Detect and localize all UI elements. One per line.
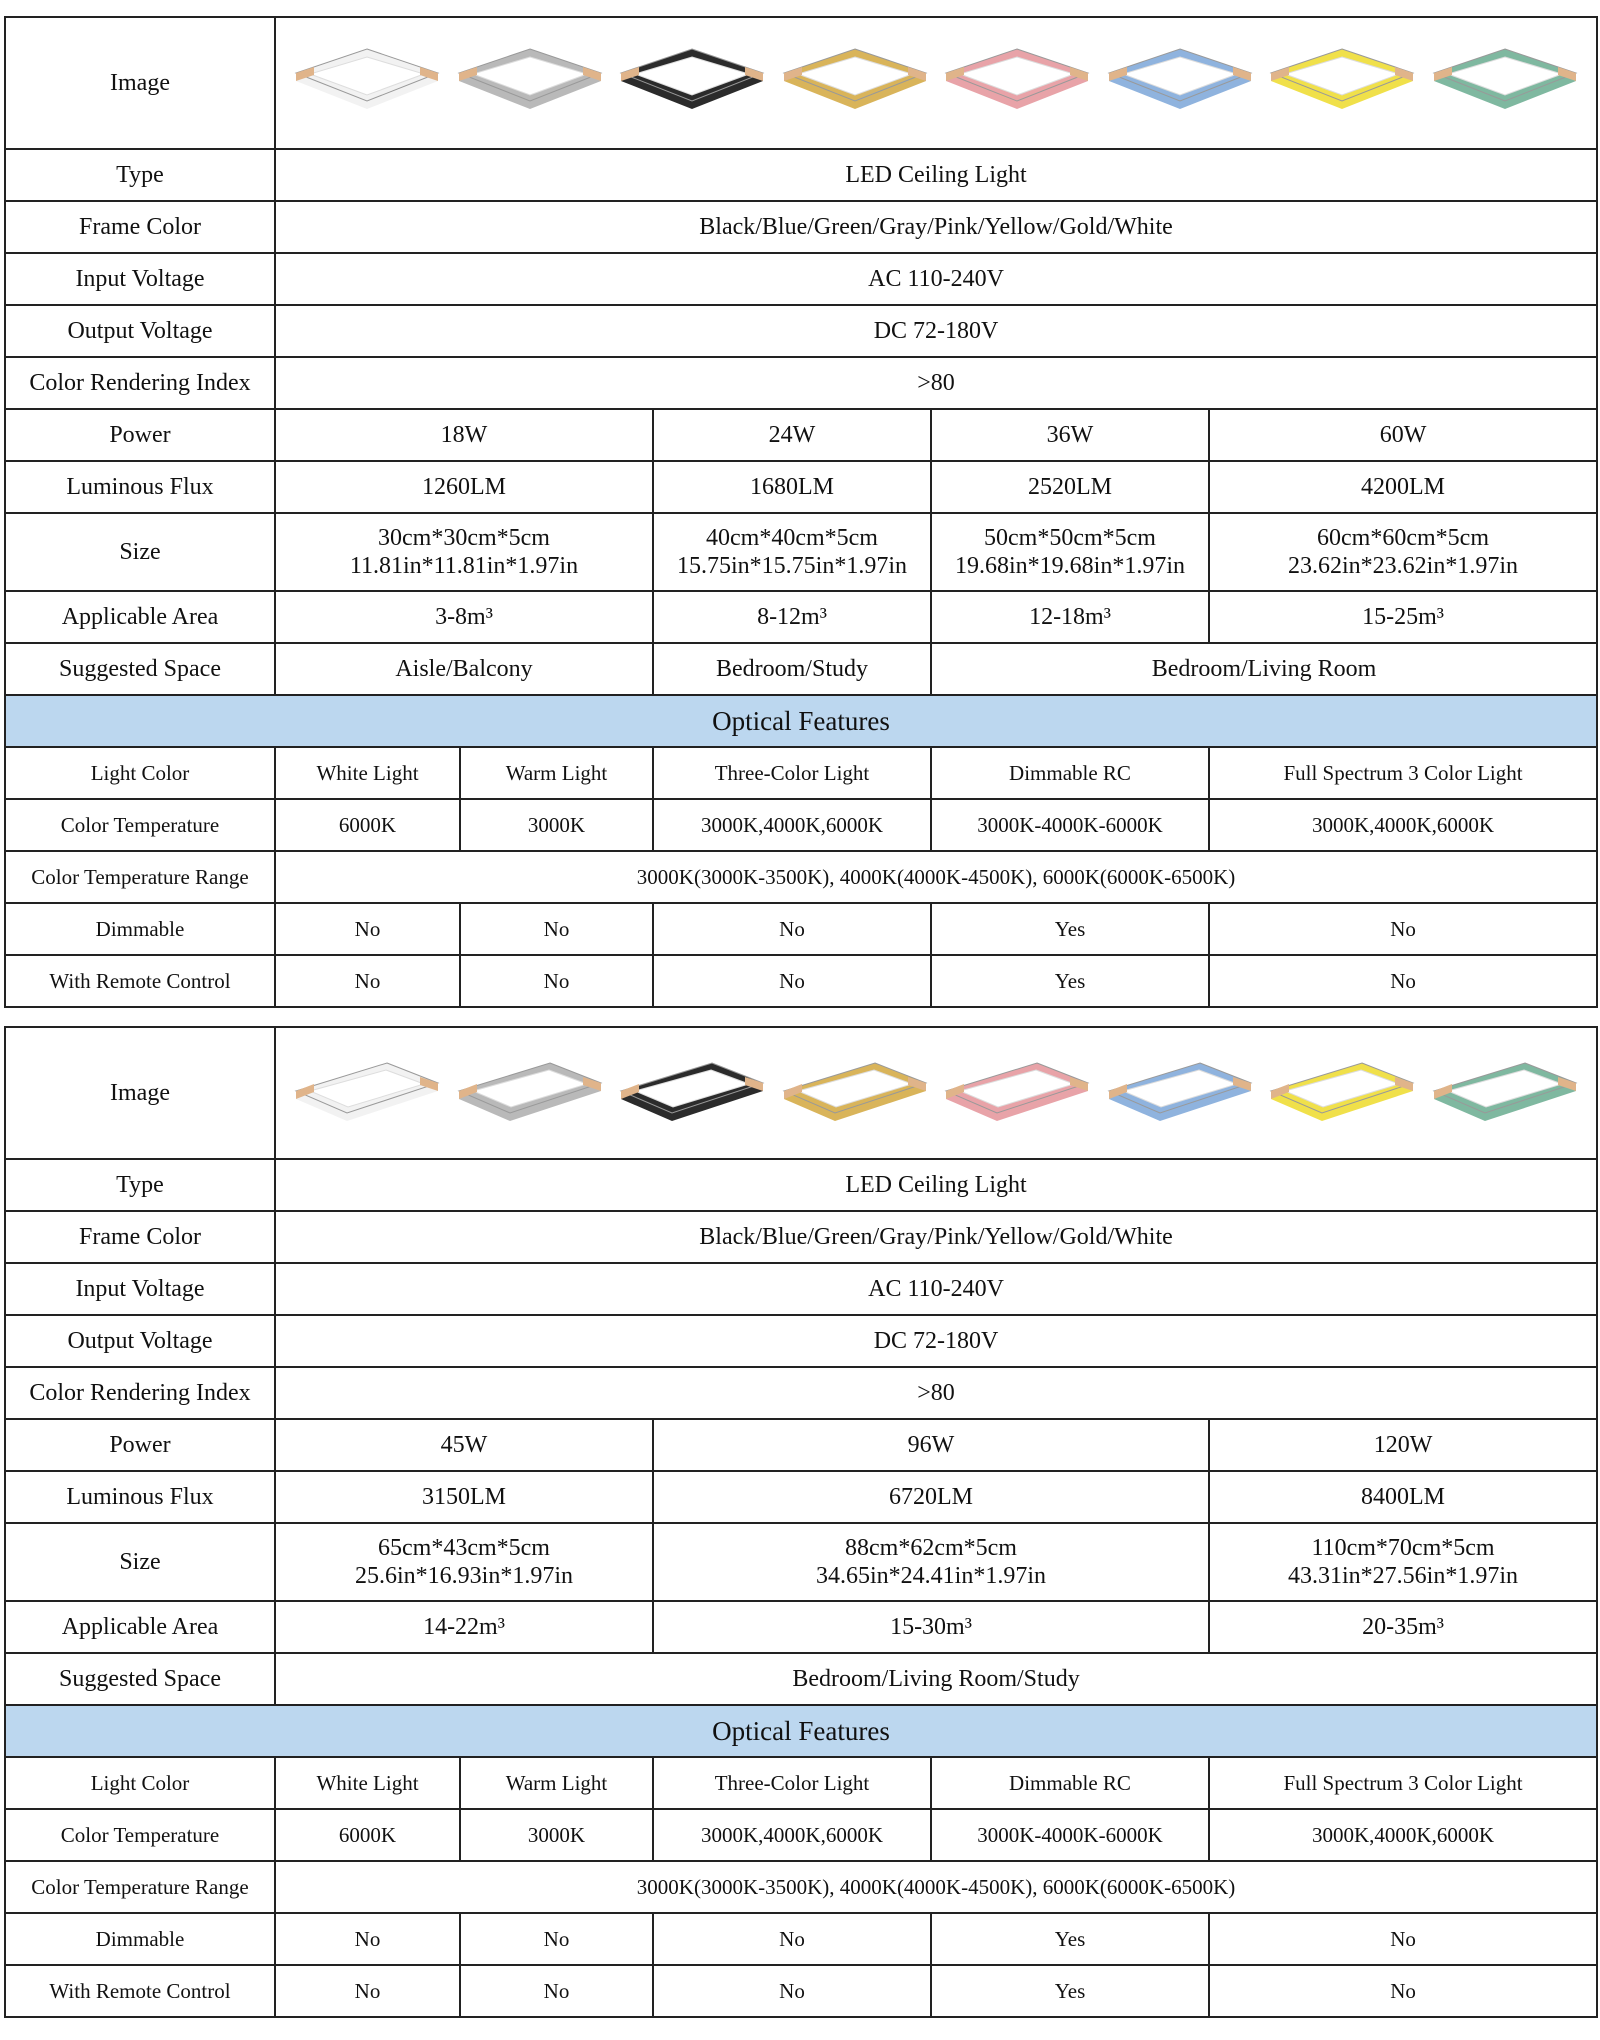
black-lamp-image — [617, 1053, 767, 1133]
power-label: Power — [5, 1419, 275, 1471]
size-label: Size — [5, 513, 275, 591]
ct-range-row — [5, 1861, 1597, 1913]
size-cm: 40cm*40cm*5cm — [706, 525, 878, 551]
dimmable-label: Dimmable — [5, 903, 275, 955]
remote-label: With Remote Control — [5, 1965, 275, 2017]
size-value — [931, 513, 1209, 591]
flux-value: 4200LM — [1209, 461, 1597, 513]
flux-label: Luminous Flux — [5, 461, 275, 513]
color-temp-value: 3000K,4000K,6000K — [1209, 799, 1597, 851]
size-cm: 50cm*50cm*5cm — [984, 525, 1156, 551]
color-temp-value: 6000K — [275, 799, 460, 851]
area-row — [5, 1601, 1597, 1653]
flux-row — [5, 1471, 1597, 1523]
light-color-row — [5, 747, 1597, 799]
remote-value: Yes — [931, 1965, 1209, 2017]
light-color-value: Dimmable RC — [931, 1757, 1209, 1809]
area-value: 8-12m³ — [653, 591, 931, 643]
frame-color-value: Black/Blue/Green/Gray/Pink/Yellow/Gold/White — [275, 201, 1597, 253]
dimmable-value: No — [653, 1913, 931, 1965]
flux-row — [5, 461, 1597, 513]
frame-color-row — [5, 201, 1597, 253]
size-in: 15.75in*15.75in*1.97in — [676, 553, 907, 579]
color-temp-label: Color Temperature — [5, 799, 275, 851]
size-row — [5, 1523, 1597, 1601]
light-color-value: Full Spectrum 3 Color Light — [1209, 1757, 1597, 1809]
input-voltage-value: AC 110-240V — [275, 253, 1597, 305]
size-in: 34.65in*24.41in*1.97in — [815, 1563, 1046, 1589]
input-voltage-value: AC 110-240V — [275, 1263, 1597, 1315]
lamp-image-strip — [276, 43, 1596, 123]
color-temp-row — [5, 1809, 1597, 1861]
dimmable-value: No — [460, 1913, 653, 1965]
gold-lamp-image — [780, 43, 930, 123]
power-value: 24W — [653, 409, 931, 461]
power-row — [5, 409, 1597, 461]
dimmable-value: No — [1209, 903, 1597, 955]
light-color-value: White Light — [275, 747, 460, 799]
spec-table-rectangle — [4, 1026, 1598, 2018]
white-lamp-image — [292, 1053, 442, 1133]
cri-value: >80 — [275, 1367, 1597, 1419]
light-color-value: Three-Color Light — [653, 747, 931, 799]
pink-lamp-image — [942, 1053, 1092, 1133]
cri-row — [5, 1367, 1597, 1419]
remote-value: No — [1209, 955, 1597, 1007]
color-temp-value: 3000K,4000K,6000K — [1209, 1809, 1597, 1861]
input-voltage-label: Input Voltage — [5, 1263, 275, 1315]
light-color-row — [5, 1757, 1597, 1809]
area-label: Applicable Area — [5, 591, 275, 643]
dimmable-row — [5, 1913, 1597, 1965]
input-voltage-row — [5, 1263, 1597, 1315]
remote-label: With Remote Control — [5, 955, 275, 1007]
dimmable-value: No — [275, 903, 460, 955]
dimmable-value: Yes — [931, 1913, 1209, 1965]
output-voltage-value: DC 72-180V — [275, 305, 1597, 357]
area-value: 15-30m³ — [653, 1601, 1209, 1653]
size-in: 25.6in*16.93in*1.97in — [354, 1563, 573, 1589]
light-color-label: Light Color — [5, 747, 275, 799]
dimmable-label: Dimmable — [5, 1913, 275, 1965]
size-row — [5, 513, 1597, 591]
area-label: Applicable Area — [5, 1601, 275, 1653]
green-lamp-image — [1430, 1053, 1580, 1133]
dimmable-row — [5, 903, 1597, 955]
color-temp-value: 3000K — [460, 799, 653, 851]
flux-value: 2520LM — [931, 461, 1209, 513]
light-color-value: Warm Light — [460, 747, 653, 799]
product-images — [275, 17, 1597, 149]
white-lamp-image — [292, 43, 442, 123]
dimmable-value: No — [460, 903, 653, 955]
image-row — [5, 1027, 1597, 1159]
type-row — [5, 1159, 1597, 1211]
black-lamp-image — [617, 43, 767, 123]
color-temp-row — [5, 799, 1597, 851]
pink-lamp-image — [942, 43, 1092, 123]
space-label: Suggested Space — [5, 643, 275, 695]
yellow-lamp-image — [1267, 1053, 1417, 1133]
type-label: Type — [5, 1159, 275, 1211]
output-voltage-row — [5, 1315, 1597, 1367]
output-voltage-value: DC 72-180V — [275, 1315, 1597, 1367]
frame-color-row — [5, 1211, 1597, 1263]
color-temp-value: 3000K — [460, 1809, 653, 1861]
light-color-label: Light Color — [5, 1757, 275, 1809]
cri-label: Color Rendering Index — [5, 1367, 275, 1419]
output-voltage-label: Output Voltage — [5, 305, 275, 357]
size-value — [1209, 1523, 1597, 1601]
remote-value: No — [460, 955, 653, 1007]
optical-header-row — [5, 1705, 1597, 1757]
power-value: 36W — [931, 409, 1209, 461]
space-value: Bedroom/Living Room — [931, 643, 1597, 695]
size-value — [275, 513, 653, 591]
size-cm: 110cm*70cm*5cm — [1311, 1535, 1495, 1561]
area-value: 15-25m³ — [1209, 591, 1597, 643]
color-temp-label: Color Temperature — [5, 1809, 275, 1861]
space-row — [5, 1653, 1597, 1705]
remote-row — [5, 1965, 1597, 2017]
flux-value: 3150LM — [275, 1471, 653, 1523]
light-color-value: Full Spectrum 3 Color Light — [1209, 747, 1597, 799]
cri-label: Color Rendering Index — [5, 357, 275, 409]
color-temp-value: 3000K,4000K,6000K — [653, 1809, 931, 1861]
green-lamp-image — [1430, 43, 1580, 123]
size-cm: 30cm*30cm*5cm — [378, 525, 550, 551]
space-value: Bedroom/Living Room/Study — [275, 1653, 1597, 1705]
remote-value: Yes — [931, 955, 1209, 1007]
ct-range-value: 3000K(3000K-3500K), 4000K(4000K-4500K), 6000K(6000K-6500K) — [275, 851, 1597, 903]
power-value: 45W — [275, 1419, 653, 1471]
spec-table-square — [4, 16, 1598, 1008]
color-temp-value: 6000K — [275, 1809, 460, 1861]
image-label: Image — [5, 1027, 275, 1159]
ct-range-label: Color Temperature Range — [5, 1861, 275, 1913]
dimmable-value: No — [1209, 1913, 1597, 1965]
flux-value: 1260LM — [275, 461, 653, 513]
gold-lamp-image — [780, 1053, 930, 1133]
ct-range-row — [5, 851, 1597, 903]
area-value: 3-8m³ — [275, 591, 653, 643]
blue-lamp-image — [1105, 1053, 1255, 1133]
size-in: 19.68in*19.68in*1.97in — [954, 553, 1185, 579]
frame-color-label: Frame Color — [5, 201, 275, 253]
remote-value: No — [460, 1965, 653, 2017]
frame-color-label: Frame Color — [5, 1211, 275, 1263]
power-label: Power — [5, 409, 275, 461]
size-cm: 88cm*62cm*5cm — [845, 1535, 1017, 1561]
dimmable-value: No — [653, 903, 931, 955]
power-value: 60W — [1209, 409, 1597, 461]
remote-value: No — [653, 1965, 931, 2017]
dimmable-value: No — [275, 1913, 460, 1965]
remote-value: No — [653, 955, 931, 1007]
output-voltage-row — [5, 305, 1597, 357]
flux-value: 6720LM — [653, 1471, 1209, 1523]
ct-range-label: Color Temperature Range — [5, 851, 275, 903]
blue-lamp-image — [1105, 43, 1255, 123]
type-value: LED Ceiling Light — [275, 149, 1597, 201]
size-value — [1209, 513, 1597, 591]
image-row — [5, 17, 1597, 149]
power-value: 120W — [1209, 1419, 1597, 1471]
size-in: 43.31in*27.56in*1.97in — [1288, 1563, 1519, 1589]
light-color-value: White Light — [275, 1757, 460, 1809]
cri-row — [5, 357, 1597, 409]
gray-lamp-image — [455, 1053, 605, 1133]
area-row — [5, 591, 1597, 643]
size-cm: 60cm*60cm*5cm — [1317, 525, 1489, 551]
frame-color-value: Black/Blue/Green/Gray/Pink/Yellow/Gold/White — [275, 1211, 1597, 1263]
flux-label: Luminous Flux — [5, 1471, 275, 1523]
cri-value: >80 — [275, 357, 1597, 409]
input-voltage-label: Input Voltage — [5, 253, 275, 305]
optical-features-header: Optical Features — [5, 1705, 1597, 1757]
light-color-value: Three-Color Light — [653, 1757, 931, 1809]
remote-value: No — [275, 955, 460, 1007]
type-row — [5, 149, 1597, 201]
optical-features-header: Optical Features — [5, 695, 1597, 747]
size-cm: 65cm*43cm*5cm — [378, 1535, 550, 1561]
dimmable-value: Yes — [931, 903, 1209, 955]
ct-range-value: 3000K(3000K-3500K), 4000K(4000K-4500K), 6000K(6000K-6500K) — [275, 1861, 1597, 1913]
color-temp-value: 3000K-4000K-6000K — [931, 1809, 1209, 1861]
size-value — [275, 1523, 653, 1601]
space-value: Aisle/Balcony — [275, 643, 653, 695]
flux-value: 1680LM — [653, 461, 931, 513]
type-label: Type — [5, 149, 275, 201]
area-value: 12-18m³ — [931, 591, 1209, 643]
optical-header-row — [5, 695, 1597, 747]
image-label: Image — [5, 17, 275, 149]
space-row — [5, 643, 1597, 695]
product-images — [275, 1027, 1597, 1159]
size-in: 11.81in*11.81in*1.97in — [349, 553, 579, 579]
remote-value: No — [275, 1965, 460, 2017]
flux-value: 8400LM — [1209, 1471, 1597, 1523]
size-in: 23.62in*23.62in*1.97in — [1288, 553, 1519, 579]
power-row — [5, 1419, 1597, 1471]
type-value: LED Ceiling Light — [275, 1159, 1597, 1211]
area-value: 14-22m³ — [275, 1601, 653, 1653]
power-value: 96W — [653, 1419, 1209, 1471]
remote-row — [5, 955, 1597, 1007]
gray-lamp-image — [455, 43, 605, 123]
light-color-value: Dimmable RC — [931, 747, 1209, 799]
area-value: 20-35m³ — [1209, 1601, 1597, 1653]
light-color-value: Warm Light — [460, 1757, 653, 1809]
size-label: Size — [5, 1523, 275, 1601]
size-value — [653, 513, 931, 591]
output-voltage-label: Output Voltage — [5, 1315, 275, 1367]
lamp-image-strip — [276, 1053, 1596, 1133]
yellow-lamp-image — [1267, 43, 1417, 123]
color-temp-value: 3000K,4000K,6000K — [653, 799, 931, 851]
power-value: 18W — [275, 409, 653, 461]
remote-value: No — [1209, 1965, 1597, 2017]
color-temp-value: 3000K-4000K-6000K — [931, 799, 1209, 851]
space-value: Bedroom/Study — [653, 643, 931, 695]
size-value — [653, 1523, 1209, 1601]
input-voltage-row — [5, 253, 1597, 305]
space-label: Suggested Space — [5, 1653, 275, 1705]
